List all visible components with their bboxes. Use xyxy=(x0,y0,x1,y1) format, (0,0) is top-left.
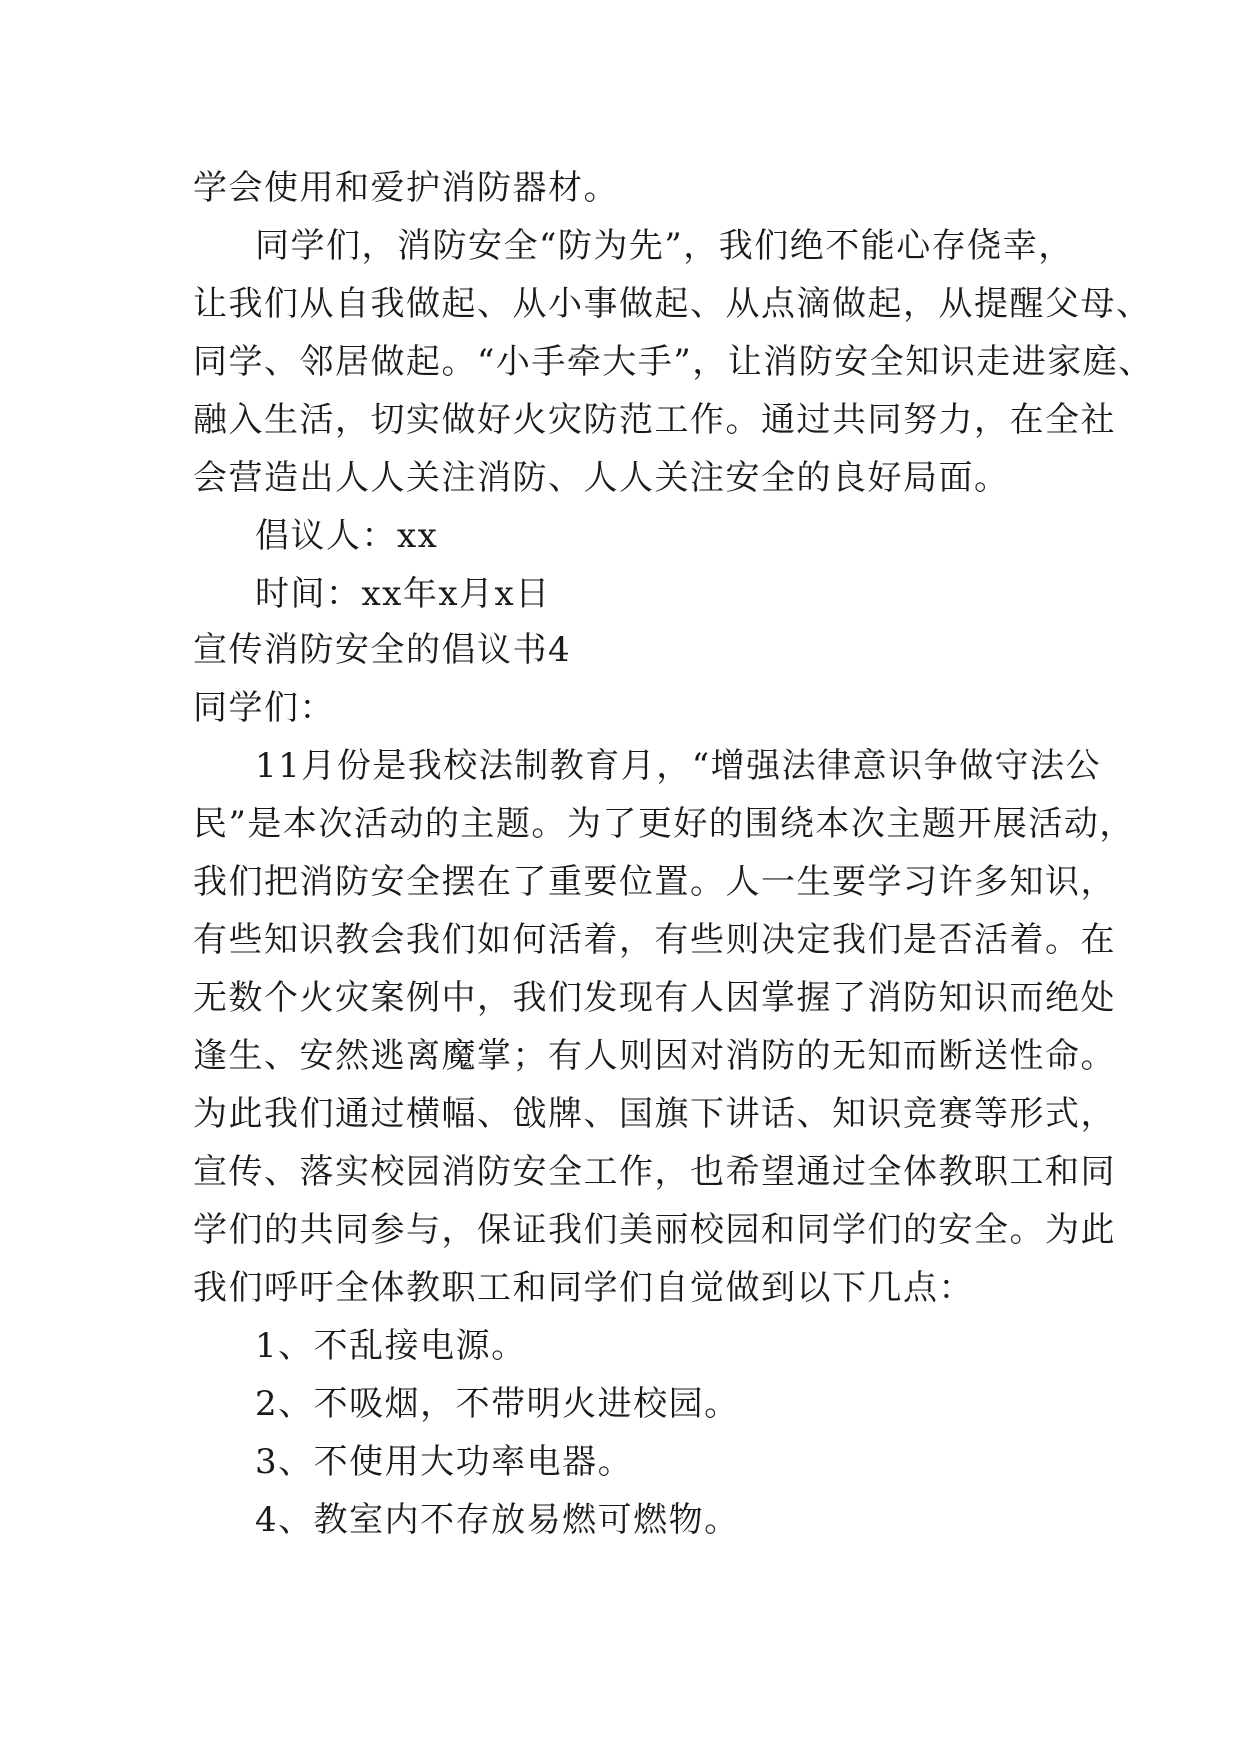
paragraph-line: 民”是本次活动的主题。为了更好的围绕本次主题开展活动， xyxy=(193,804,1135,844)
paragraph-line: 学们的共同参与，保证我们美丽校园和同学们的安全。为此 xyxy=(193,1210,1116,1250)
paragraph-line: 为此我们通过横幅、戗牌、国旗下讲话、知识竞赛等形式， xyxy=(193,1094,1116,1134)
paragraph-line: 11月份是我校法制教育月，“增强法律意识争做守法公 xyxy=(255,746,1102,786)
paragraph-line: 有些知识教会我们如何活着，有些则决定我们是否活着。在 xyxy=(193,920,1116,960)
paragraph-line: 融入生活，切实做好火灾防范工作。通过共同努力，在全社 xyxy=(193,400,1116,440)
paragraph-line: 让我们从自我做起、从小事做起、从点滴做起，从提醒父母、 xyxy=(193,284,1152,324)
paragraph-line: 逢生、安然逃离魔掌；有人则因对消防的无知而断送性命。 xyxy=(193,1036,1116,1076)
list-item: 3、不使用大功率电器。 xyxy=(255,1442,634,1482)
paragraph-line: 学会使用和爱护消防器材。 xyxy=(193,168,619,208)
paragraph-line: 无数个火灾案例中，我们发现有人因掌握了消防知识而绝处 xyxy=(193,978,1116,1018)
list-item: 1、不乱接电源。 xyxy=(255,1326,527,1366)
date-line: 时间：xx年x月x日 xyxy=(255,574,551,614)
paragraph-line: 会营造出人人关注消防、人人关注安全的良好局面。 xyxy=(193,458,1010,498)
section-title: 宣传消防安全的倡议书4 xyxy=(193,630,572,670)
paragraph-line: 我们呼吁全体教职工和同学们自觉做到以下几点： xyxy=(193,1268,974,1308)
proposer-line: 倡议人：xx xyxy=(255,516,439,556)
list-item: 2、不吸烟，不带明火进校园。 xyxy=(255,1384,740,1424)
paragraph-line: 同学们，消防安全“防为先”，我们绝不能心存侥幸， xyxy=(255,226,1074,266)
list-item: 4、教室内不存放易燃可燃物。 xyxy=(255,1500,740,1540)
paragraph-line: 宣传、落实校园消防安全工作，也希望通过全体教职工和同 xyxy=(193,1152,1116,1192)
paragraph-line: 同学、邻居做起。“小手牵大手”，让消防安全知识走进家庭、 xyxy=(193,342,1154,382)
salutation: 同学们： xyxy=(193,688,335,728)
paragraph-line: 我们把消防安全摆在了重要位置。人一生要学习许多知识， xyxy=(193,862,1116,902)
